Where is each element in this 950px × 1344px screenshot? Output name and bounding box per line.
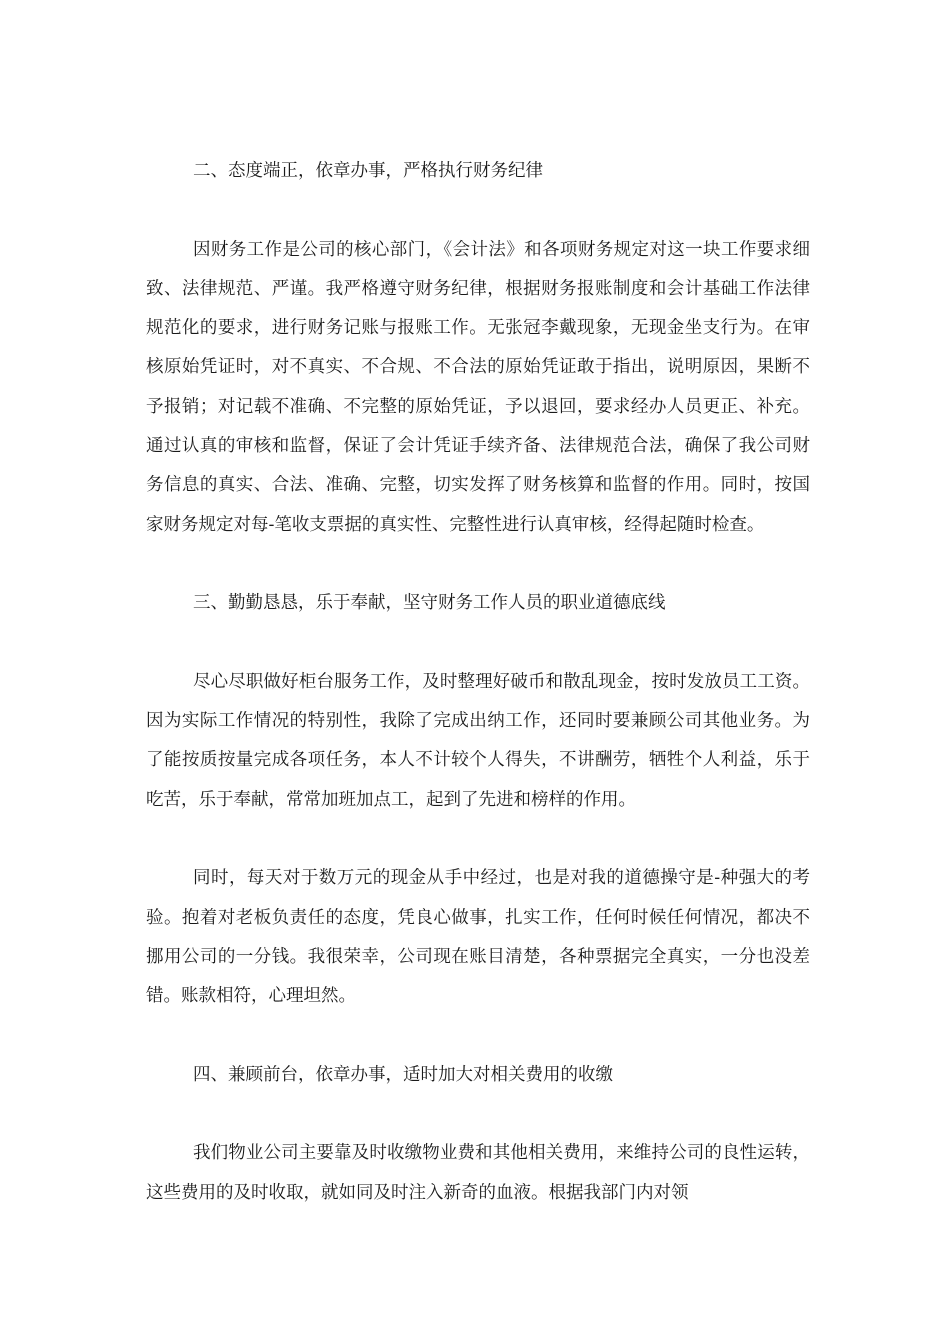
spacer (146, 191, 810, 230)
paragraph-fee-collection: 我们物业公司主要靠及时收缴物业费和其他相关费用，来维持公司的良性运转，这些费用的及时收取，就如同及时注入新奇的血液。根据我部门内对领 (146, 1143, 810, 1203)
spacer (146, 624, 810, 663)
spacer (146, 820, 810, 859)
spacer (146, 1095, 810, 1134)
section-heading-2: 二、态度端正，依章办事，严格执行财务纪律 (193, 161, 543, 181)
paragraph-financial-discipline: 因财务工作是公司的核心部门，《会计法》和各项财务规定对这一块工作要求细致、法律规范、严谨。我严格遵守财务纪律，根据财务报账制度和会计基础工作法律规范化的要求，进行财务记账与报账工作。无张冠李戴现象，无现金坐支行为。在审核原始凭证时，对不真实、不合规、不合法的原始凭证敢于指出，说明原因，果断不予报销；对记载不准确、不完整的原始凭证，予以退回，要求经办人员更正、补充。通过认真的审核和监督，保证了会计凭证手续齐备、法律规范合法，确保了我公司财务信息的真实、合法、准确、完整，切实发挥了财务核算和监督的作用。同时，按国家财务规定对每-笔收支票据的真实性、完整性进行认真审核，经得起随时检查。 (146, 239, 810, 535)
spacer (146, 1017, 810, 1056)
document-body (146, 152, 810, 1213)
paragraph-counter-service: 尽心尽职做好柜台服务工作，及时整理好破币和散乱现金，按时发放员工工资。因为实际工作情况的特别性，我除了完成出纳工作，还同时要兼顾公司其他业务。为了能按质按量完成各项任务，本人不计较个人得失，不讲酬劳，牺牲个人利益，乐于吃苦，乐于奉献，常常加班加点工，起到了先进和榜样的作用。 (146, 671, 810, 810)
section-heading-3: 三、勤勤恳恳，乐于奉献，坚守财务工作人员的职业道德底线 (193, 593, 666, 614)
paragraph-moral-integrity: 同时，每天对于数万元的现金从手中经过，也是对我的道德操守是-种强大的考验。抱着对老板负责任的态度，凭良心做事，扎实工作，任何时候任何情况，都决不挪用公司的一分钱。我很荣幸，公司现在账目清楚，各种票据完全真实，一分也没差错。账款相符，心理坦然。 (146, 868, 810, 1007)
section-heading-4: 四、兼顾前台，依章办事，适时加大对相关费用的收缴 (193, 1064, 613, 1085)
spacer (146, 545, 810, 584)
